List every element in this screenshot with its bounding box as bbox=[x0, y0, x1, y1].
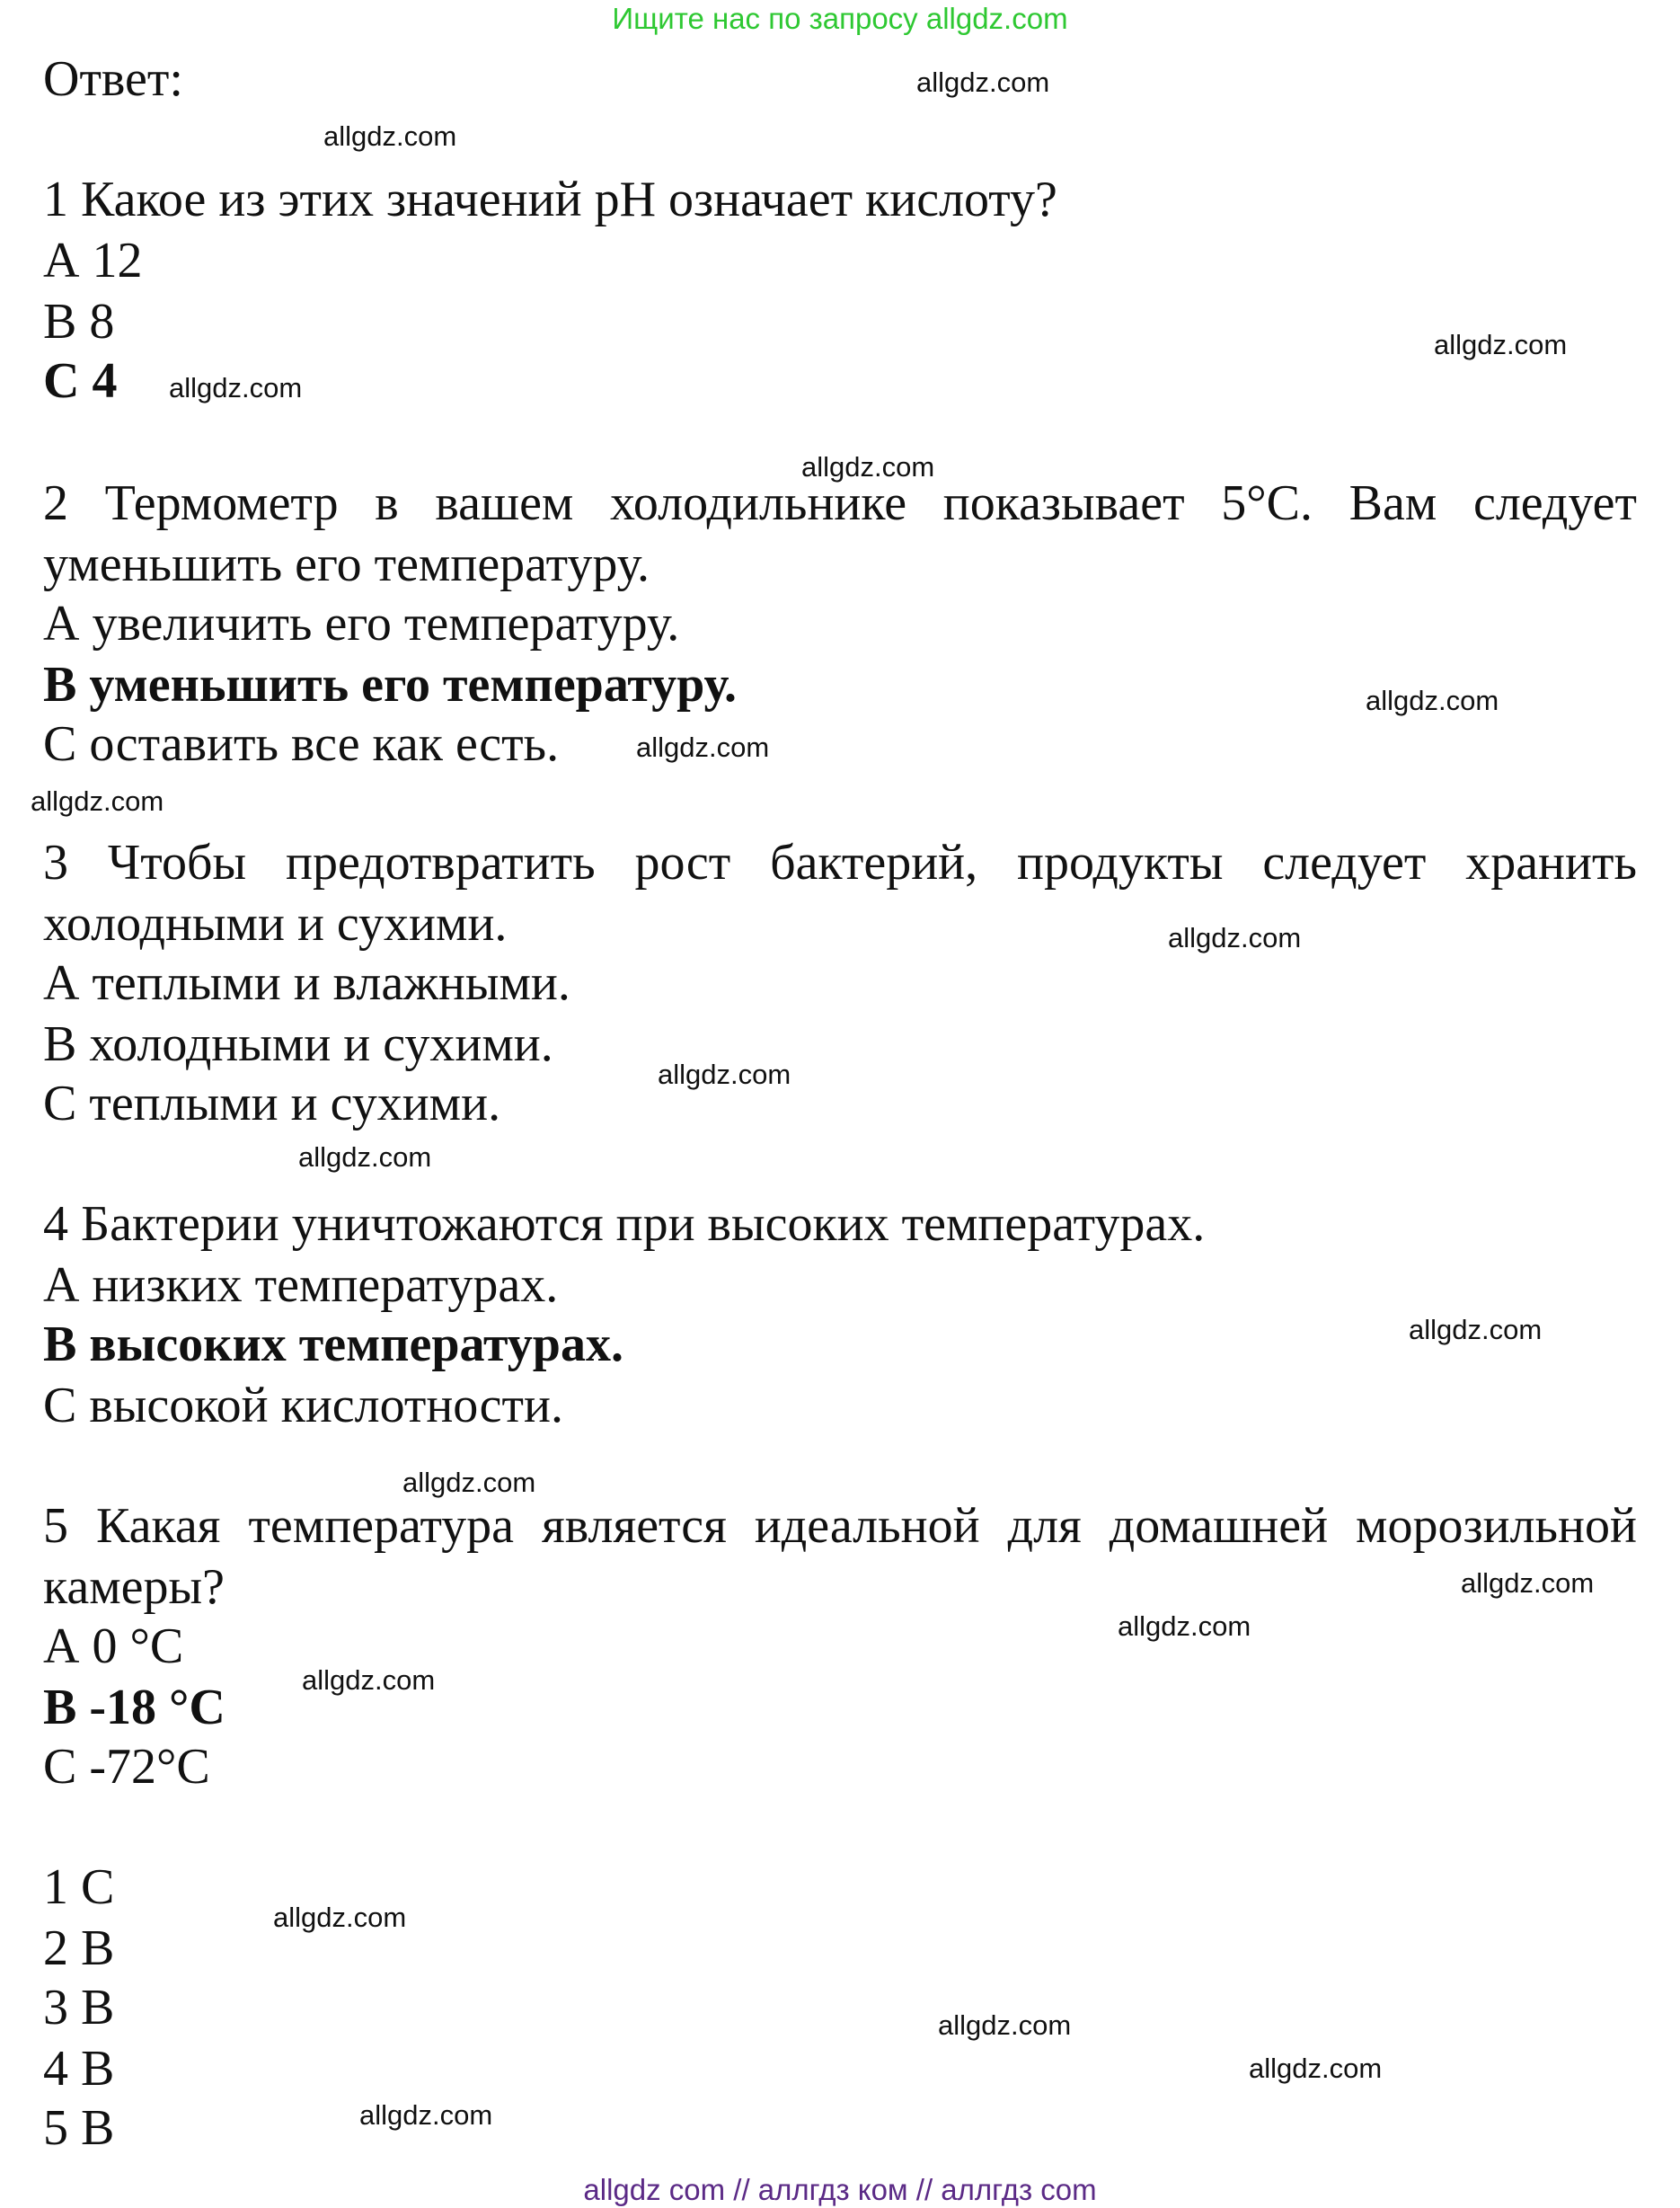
watermark: allgdz.com bbox=[658, 1059, 791, 1090]
question-4-option-a: А низких температурах. bbox=[43, 1257, 559, 1313]
question-1-option-c-correct: С 4 bbox=[43, 353, 118, 409]
watermark: allgdz.com bbox=[1366, 685, 1499, 716]
watermark: allgdz.com bbox=[1168, 922, 1302, 953]
watermark: allgdz.com bbox=[402, 1467, 536, 1498]
question-4-option-c: С высокой кислотности. bbox=[43, 1378, 563, 1433]
footer-links: allgdz com // аллгдз ком // аллгдз com bbox=[583, 2173, 1097, 2206]
question-5-option-a: А 0 °С bbox=[43, 1618, 184, 1674]
watermark: allgdz.com bbox=[302, 1664, 436, 1696]
watermark: allgdz.com bbox=[1409, 1314, 1543, 1345]
question-3-option-c: С теплыми и сухими. bbox=[43, 1076, 501, 1131]
watermark: allgdz.com bbox=[323, 120, 457, 152]
question-5-option-c: С -72°С bbox=[43, 1739, 210, 1795]
watermark: allgdz.com bbox=[938, 2009, 1072, 2041]
top-banner: Ищите нас по запросу allgdz.com bbox=[612, 2, 1068, 35]
question-3-text-line-2: холодными и сухими. bbox=[43, 896, 508, 952]
question-2-text-line-1: 2 Термометр в вашем холодильнике показывает 5°С. Вам следует bbox=[43, 475, 1637, 531]
question-5-text-line-2: камеры? bbox=[43, 1559, 225, 1615]
question-3-option-a: А теплыми и влажными. bbox=[43, 955, 570, 1011]
question-2-option-c: С оставить все как есть. bbox=[43, 716, 560, 772]
answer-heading: Ответ: bbox=[43, 51, 183, 107]
watermark: allgdz.com bbox=[1118, 1610, 1251, 1642]
question-1-text: 1 Какое из этих значений рН означает кислоту? bbox=[43, 172, 1057, 227]
answer-key-3: 3 В bbox=[43, 1980, 115, 2035]
watermark: allgdz.com bbox=[169, 372, 303, 403]
watermark: allgdz.com bbox=[298, 1141, 432, 1173]
watermark: allgdz.com bbox=[359, 2099, 493, 2131]
answer-key-1: 1 С bbox=[43, 1859, 115, 1915]
answer-key-2: 2 В bbox=[43, 1920, 115, 1976]
question-3-option-b: В холодными и сухими. bbox=[43, 1016, 553, 1072]
watermark: allgdz.com bbox=[636, 732, 770, 763]
watermark: allgdz.com bbox=[1434, 329, 1568, 360]
question-3-text-line-1: 3 Чтобы предотвратить рост бактерий, продукты следует хранить bbox=[43, 835, 1637, 891]
question-1-option-b: В 8 bbox=[43, 294, 115, 350]
question-4-option-b-correct: В высоких температурах. bbox=[43, 1317, 623, 1372]
answer-key-5: 5 В bbox=[43, 2100, 115, 2156]
watermark: allgdz.com bbox=[916, 67, 1050, 98]
question-2-text-line-2: уменьшить его температуру. bbox=[43, 536, 650, 592]
question-2-option-a: А увеличить его температуру. bbox=[43, 596, 680, 652]
question-5-text-line-1: 5 Какая температура является идеальной для домашней морозильной bbox=[43, 1498, 1637, 1554]
watermark: allgdz.com bbox=[801, 451, 935, 483]
question-5-option-b-correct: В -18 °С bbox=[43, 1680, 225, 1735]
question-1-option-a: А 12 bbox=[43, 233, 143, 288]
watermark: allgdz.com bbox=[1249, 2053, 1383, 2084]
answer-key-4: 4 В bbox=[43, 2041, 115, 2097]
watermark: allgdz.com bbox=[1461, 1567, 1595, 1599]
watermark: allgdz.com bbox=[273, 1902, 407, 1933]
question-2-option-b-correct: В уменьшить его температуру. bbox=[43, 657, 737, 713]
watermark: allgdz.com bbox=[31, 785, 164, 817]
question-4-text: 4 Бактерии уничтожаются при высоких температурах. bbox=[43, 1196, 1206, 1252]
